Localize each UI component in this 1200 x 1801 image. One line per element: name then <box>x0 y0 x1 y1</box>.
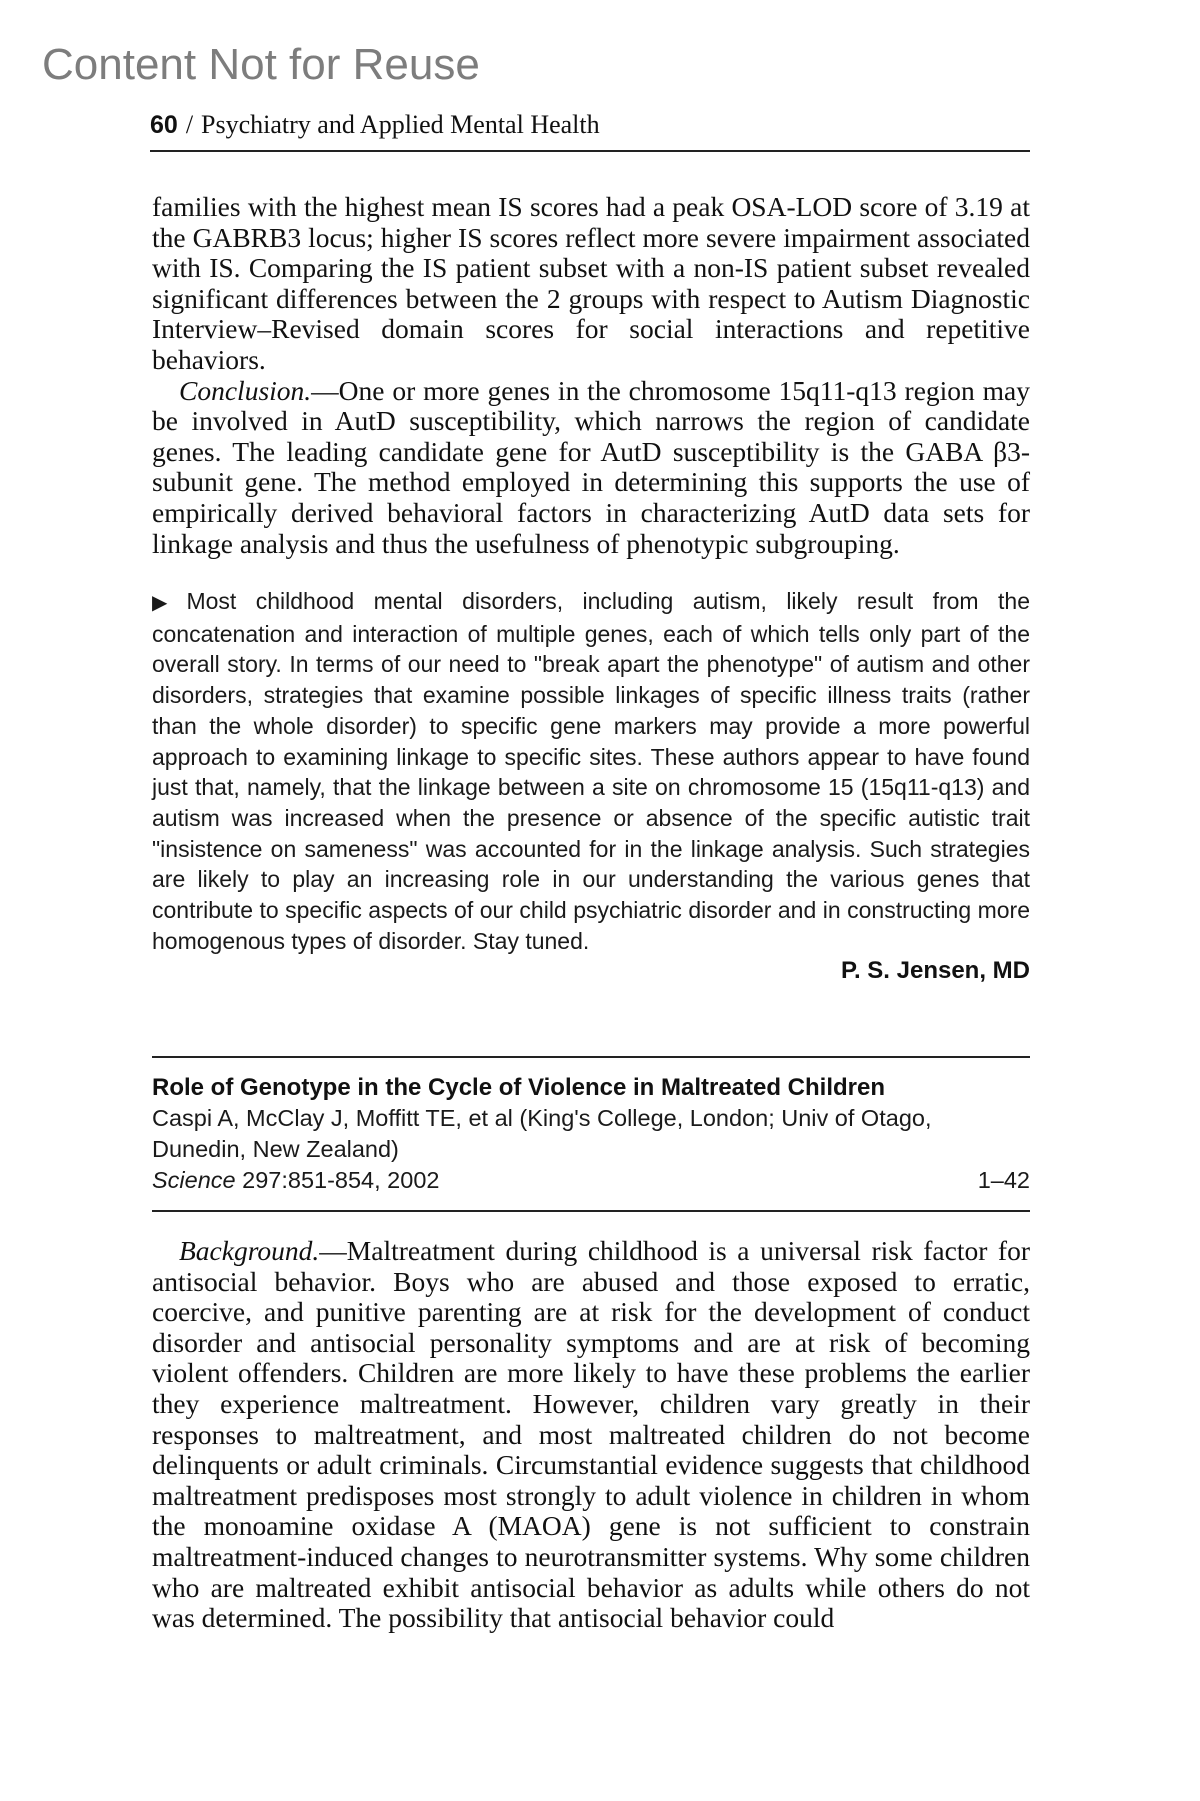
commentary-author: P. S. Jensen, MD <box>841 957 1030 985</box>
continued-abstract <box>152 192 1030 559</box>
article-id: 1–42 <box>977 1167 1030 1193</box>
article-citation-block <box>152 1073 1030 1196</box>
background-label: Background. <box>179 1235 320 1266</box>
journal-name: Science <box>152 1167 236 1193</box>
article-abstract <box>152 1236 1030 1634</box>
editorial-commentary <box>152 586 1030 986</box>
background-paragraph <box>152 1236 1030 1634</box>
running-title: Psychiatry and Applied Mental Health <box>201 110 600 139</box>
commentary-text-block <box>152 586 1030 956</box>
article-bottom-rule <box>152 1210 1030 1212</box>
header-separator: / <box>185 110 194 139</box>
page-number: 60 <box>150 111 178 139</box>
volume-pages-year: 297:851-854, 2002 <box>235 1167 440 1193</box>
article-citation <box>152 1165 1030 1196</box>
conclusion-text: —One or more genes in the chromosome 15q11-q13 region may be involved in AutD susceptibility, which narrows the region of candidate genes. The leading candidate gene for AutD susceptibility is the GABA β3-subunit gene. The method employed in determining this supports the use of empirically derived behavioral factors in characterizing AutD data sets for linkage analysis and thus the usefulness of phenotypic subgrouping. <box>152 374 1030 559</box>
conclusion-label: Conclusion. <box>179 374 312 406</box>
article-authors: Caspi A, McClay J, Moffitt TE, et al (King's College, London; Univ of Otago, Dunedin, New Zealand) <box>152 1105 932 1162</box>
running-header <box>150 108 1030 152</box>
background-text: —Maltreatment during childhood is a universal risk factor for antisocial behavior. Boys who are abused and those exposed to erratic, coercive, and punitive parenting are at risk for the development of conduct disorder and antisocial personality symptoms and are at risk of becoming violent offenders. Children are more likely to have these problems the earlier they experience maltreatment. However, children vary greatly in their responses to maltreatment, and most maltreated children do not become delinquents or adult criminals. Circumstantial evidence suggests that childhood maltreatment predisposes most strongly to adult violence in children in whom the monoamine oxidase A (MAOA) gene is not sufficient to constrain maltreatment-induced changes to neurotransmitter systems. Why some children who are maltreated exhibit antisocial behavior as adults while others do not was determined. The possibility that antisocial behavior could <box>152 1235 1030 1634</box>
article-title: Role of Genotype in the Cycle of Violence in Maltreated Children <box>152 1074 886 1101</box>
commentary-text: Most childhood mental disorders, including autism, likely result from the concatenation and interaction of multiple genes, each of which tells only part of the overall story. In terms of our need to "break apart the phenotype" of autism and other disorders, strategies that examine possible linkages of specific illness traits (rather than the whole disorder) to specific gene markers may provide a more powerful approach to examining linkage to specific sites. These authors appear to have found just that, namely, that the linkage between a site on chromosome 15 (15q11-q13) and autism was increased when the presence or absence of the specific autistic trait "insistence on sameness" was accounted for in the linkage analysis. Such strategies are likely to play an increasing role in our understanding the various genes that contribute to specific aspects of our child psychiatric disorder and in constructing more homogenous types of disorder. Stay tuned. <box>152 588 1030 954</box>
results-paragraph: families with the highest mean IS scores had a peak OSA-LOD score of 3.19 at the GABRB3 locus; higher IS scores reflect more severe impairment associated with IS. Comparing the IS patient subset with a non-IS patient subset revealed significant differences between the 2 groups with respect to Autism Diagnostic Interview–Revised domain scores for social interactions and repetitive behaviors. <box>152 191 1030 375</box>
commentary-arrow-icon: ▶ <box>152 592 181 614</box>
watermark: Content Not for Reuse <box>42 40 480 89</box>
journal-reference <box>152 1165 439 1196</box>
article-top-rule <box>152 1056 1030 1058</box>
conclusion-paragraph <box>152 376 1030 560</box>
